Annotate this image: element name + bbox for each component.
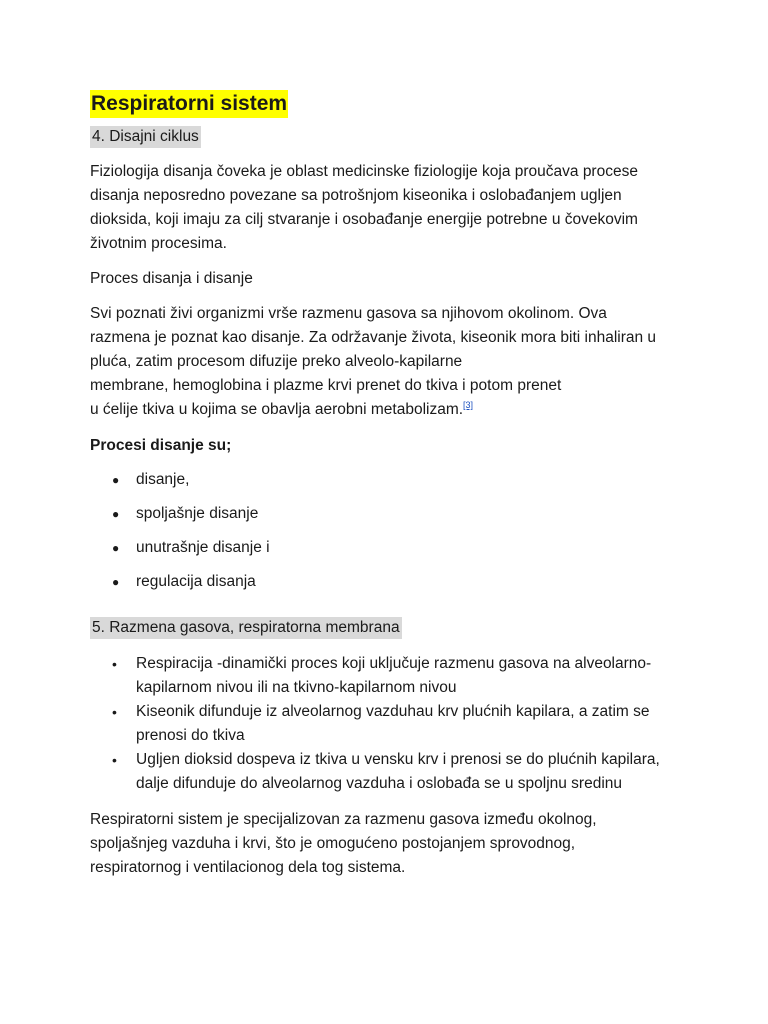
list-item (90, 468, 690, 492)
paragraph-line-text: u ćelije tkiva u kojima se obavlja aerobni metabolizam. (90, 401, 464, 418)
list-item (90, 652, 690, 700)
list-item (90, 748, 690, 796)
bullet-icon: • (112, 752, 117, 768)
list-item (90, 700, 690, 748)
bullet-icon: • (112, 704, 117, 720)
list-item (90, 502, 690, 526)
section4-intro (90, 160, 690, 256)
process-list (90, 468, 690, 594)
closing-paragraph (90, 808, 690, 880)
paragraph-line: membrane, hemoglobina i plazme krvi prenet do tkiva i potom prenet (90, 377, 562, 394)
list-item-line: Respiracija -dinamički proces koji uključuje razmenu gasova na alveolarno- (136, 655, 652, 672)
paragraph-line-last (90, 398, 690, 422)
list-item-text: regulacija disanja (136, 573, 256, 590)
intro-line: životnim procesima. (90, 235, 227, 252)
document-page (90, 90, 690, 880)
section4-heading: 4. Disajni ciklus (90, 126, 201, 148)
list-heading: Procesi disanje su; (90, 437, 232, 454)
closing-line: spoljašnjeg vazduha i krvi, što je omogućeno postojanjem sprovodnog, (90, 835, 576, 852)
document-title: Respiratorni sistem (90, 90, 288, 118)
list-item-line: kapilarnom nivou ili na tkivno-kapilarnom nivou (136, 679, 457, 696)
title-block (90, 90, 690, 118)
list-item (90, 536, 690, 560)
list-item-text: spoljašnje disanje (136, 505, 259, 522)
list-item-text: disanje, (136, 471, 190, 488)
list-heading-block (90, 434, 690, 458)
section5-heading-block (90, 616, 690, 640)
section4-heading-block (90, 125, 690, 149)
list-item-text: unutrašnje disanje i (136, 539, 270, 556)
closing-line: Respiratorni sistem je specijalizovan za razmenu gasova između okolnog, (90, 811, 597, 828)
intro-line: Fiziologija disanja čoveka je oblast medicinske fiziologije koja proučava procese (90, 163, 638, 180)
list-item (90, 570, 690, 594)
citation-link[interactable]: [3] (463, 399, 474, 410)
section4-paragraph (90, 302, 690, 422)
intro-line: dioksida, koji imaju za cilj stvaranje i osobađanje energije potrebne u čovekovim (90, 211, 638, 228)
section5-heading: 5. Razmena gasova, respiratorna membrana (90, 617, 402, 639)
bullet-icon: ● (112, 473, 120, 487)
list-item-line: prenosi do tkiva (136, 727, 245, 744)
intro-line: disanja neposredno povezane sa potrošnjom kiseonika i oslobađanjem ugljen (90, 187, 622, 204)
closing-line: respiratornog i ventilacionog dela tog sistema. (90, 859, 406, 876)
bullet-icon: ● (112, 507, 120, 521)
list-item-line: dalje difunduje do alveolarnog vazduha i oslobađa se u spoljnu sredinu (136, 775, 623, 792)
paragraph-line: razmena je poznat kao disanje. Za održavanje života, kiseonik mora biti inhaliran u (90, 329, 657, 346)
gas-exchange-list (90, 652, 690, 796)
bullet-icon: ● (112, 575, 120, 589)
list-item-line: Ugljen dioksid dospeva iz tkiva u vensku krv i prenosi se do plućnih kapilara, (136, 751, 660, 768)
section4-subheading: Proces disanja i disanje (90, 270, 253, 287)
bullet-icon: ● (112, 541, 120, 555)
subheading-block (90, 267, 690, 291)
paragraph-line: pluća, zatim procesom difuzije preko alveolo-kapilarne (90, 353, 463, 370)
bullet-icon: • (112, 656, 117, 672)
paragraph-line: Svi poznati živi organizmi vrše razmenu gasova sa njihovom okolinom. Ova (90, 305, 607, 322)
list-item-line: Kiseonik difunduje iz alveolarnog vazduhau krv plućnih kapilara, a zatim se (136, 703, 650, 720)
